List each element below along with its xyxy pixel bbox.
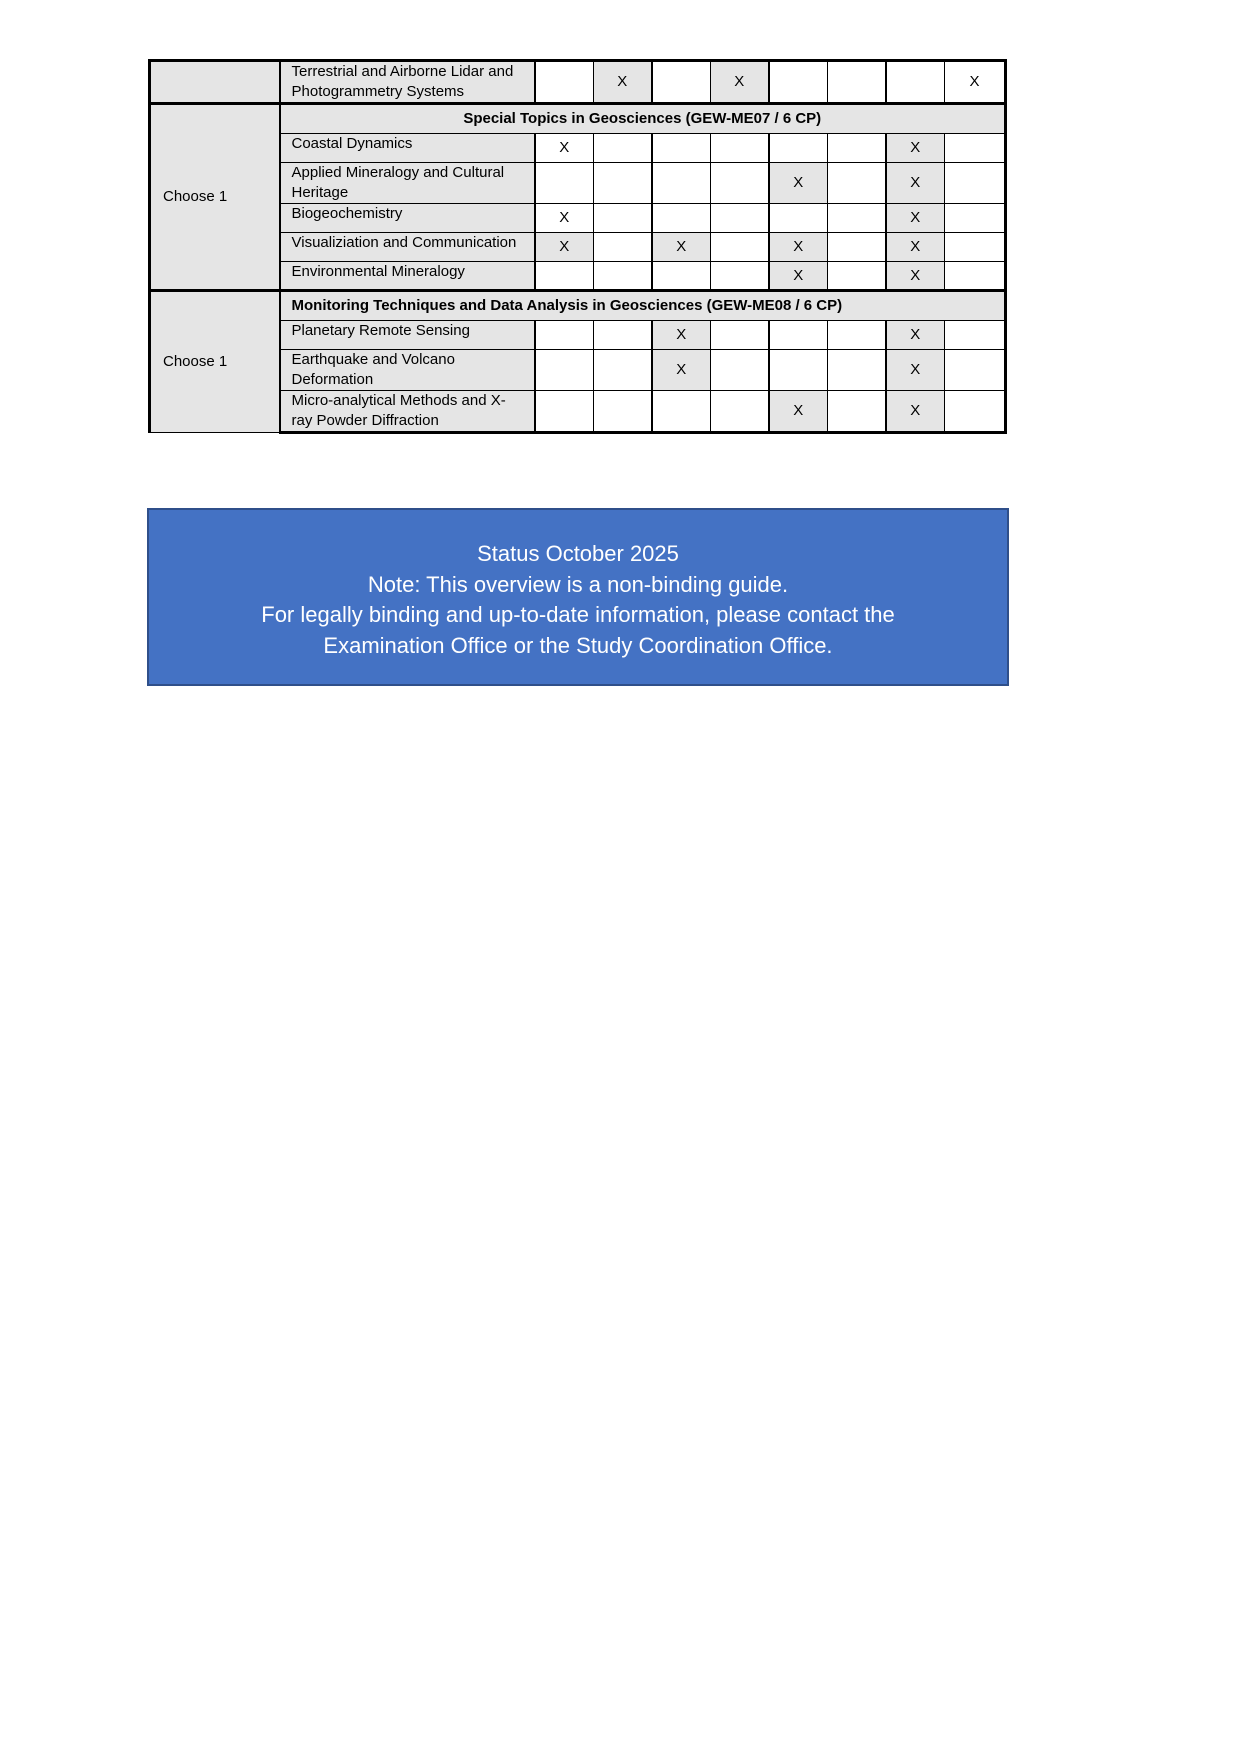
mark-cell — [945, 321, 1006, 350]
section-title: Special Topics in Geosciences (GEW-ME07 / 6 CP) — [280, 104, 1006, 134]
mark-cell — [945, 163, 1006, 204]
mark-cell — [769, 61, 828, 104]
mark-cell — [711, 321, 769, 350]
mark-cell — [886, 61, 945, 104]
mark-cell — [769, 134, 828, 163]
mark-cell — [711, 233, 769, 262]
course-name-cell — [280, 321, 535, 350]
mark-cell — [652, 262, 711, 291]
course-name-line: Visualiziation and Communication — [291, 234, 517, 251]
course-name-line: Deformation — [291, 371, 374, 388]
status-date: Status October 2025 — [477, 541, 679, 566]
mark-cell — [828, 391, 886, 433]
course-name-line: Heritage — [291, 184, 349, 201]
mark-cell — [945, 134, 1006, 163]
mark-cell — [828, 163, 886, 204]
group-cell — [150, 61, 280, 104]
mark-cell — [711, 391, 769, 433]
mark-cell: X — [652, 350, 711, 391]
course-name-line: Coastal Dynamics — [291, 135, 413, 152]
course-name-line: ray Powder Diffraction — [291, 412, 439, 429]
mark-cell — [535, 391, 594, 433]
mark-cell: X — [886, 204, 945, 233]
mark-cell — [945, 233, 1006, 262]
course-name-line: Micro-analytical Methods and X- — [291, 392, 506, 409]
contact-line: For legally binding and up-to-date information, please contact the — [261, 602, 895, 627]
mark-cell: X — [945, 61, 1006, 104]
course-name-line: Biogeochemistry — [291, 205, 403, 222]
course-name-cell — [280, 391, 535, 433]
section-title: Monitoring Techniques and Data Analysis in Geosciences (GEW-ME08 / 6 CP) — [280, 291, 1006, 321]
course-name-cell — [280, 163, 535, 204]
course-name-cell — [280, 61, 535, 104]
contact-offices: Examination Office or the Study Coordination Office. — [323, 632, 833, 658]
mark-cell: X — [535, 134, 594, 163]
mark-cell — [535, 321, 594, 350]
mark-cell — [828, 61, 886, 104]
mark-cell — [594, 233, 652, 262]
mark-cell — [594, 321, 652, 350]
mark-cell — [711, 163, 769, 204]
group-label-cell: Choose 1 — [150, 104, 280, 291]
course-name-line: Planetary Remote Sensing — [291, 322, 470, 339]
disclaimer-note: Note: This overview is a non-binding guide. — [367, 571, 789, 597]
mark-cell — [769, 204, 828, 233]
mark-cell: X — [886, 321, 945, 350]
section-header-row — [150, 291, 1006, 321]
mark-cell: X — [886, 391, 945, 433]
mark-cell — [652, 163, 711, 204]
mark-cell: X — [886, 233, 945, 262]
course-name-cell — [280, 204, 535, 233]
mark-cell — [711, 350, 769, 391]
mark-cell: X — [886, 350, 945, 391]
mark-cell: X — [769, 233, 828, 262]
mark-cell — [945, 262, 1006, 291]
mark-cell: X — [652, 233, 711, 262]
group-label-cell: Choose 1 — [150, 291, 280, 433]
mark-cell — [828, 321, 886, 350]
mark-cell — [594, 204, 652, 233]
section-header-row — [150, 104, 1006, 134]
course-name-cell — [280, 262, 535, 291]
mark-cell — [945, 204, 1006, 233]
mark-cell: X — [886, 262, 945, 291]
mark-cell — [594, 391, 652, 433]
mark-cell — [594, 262, 652, 291]
mark-cell — [652, 134, 711, 163]
mark-cell: X — [535, 204, 594, 233]
course-name-line: Environmental Mineralogy — [291, 263, 465, 280]
mark-cell — [535, 350, 594, 391]
mark-cell — [711, 134, 769, 163]
course-name-line: Photogrammetry Systems — [291, 83, 465, 100]
mark-cell — [828, 350, 886, 391]
mark-cell — [711, 262, 769, 291]
mark-cell — [535, 163, 594, 204]
course-name-cell — [280, 134, 535, 163]
mark-cell — [769, 350, 828, 391]
course-name-line: Terrestrial and Airborne Lidar and — [291, 63, 514, 80]
mark-cell — [945, 350, 1006, 391]
status-notice-box — [147, 508, 1009, 686]
mark-cell — [828, 134, 886, 163]
module-overview-table — [148, 59, 1007, 434]
course-name-line: Applied Mineralogy and Cultural — [291, 164, 505, 181]
mark-cell — [535, 262, 594, 291]
mark-cell — [711, 204, 769, 233]
mark-cell — [652, 204, 711, 233]
mark-cell: X — [886, 134, 945, 163]
mark-cell — [769, 321, 828, 350]
mark-cell: X — [652, 321, 711, 350]
mark-cell — [828, 262, 886, 291]
mark-cell — [945, 391, 1006, 433]
mark-cell: X — [711, 61, 769, 104]
mark-cell — [594, 163, 652, 204]
course-name-line: Earthquake and Volcano — [291, 351, 455, 368]
mark-cell — [535, 61, 594, 104]
mark-cell — [594, 134, 652, 163]
course-name-cell — [280, 350, 535, 391]
mark-cell — [652, 61, 711, 104]
mark-cell: X — [769, 391, 828, 433]
mark-cell: X — [594, 61, 652, 104]
table-row — [150, 61, 1006, 104]
mark-cell — [652, 391, 711, 433]
mark-cell: X — [769, 262, 828, 291]
mark-cell — [828, 204, 886, 233]
mark-cell: X — [886, 163, 945, 204]
mark-cell: X — [535, 233, 594, 262]
mark-cell — [828, 233, 886, 262]
mark-cell — [594, 350, 652, 391]
course-name-cell — [280, 233, 535, 262]
mark-cell: X — [769, 163, 828, 204]
